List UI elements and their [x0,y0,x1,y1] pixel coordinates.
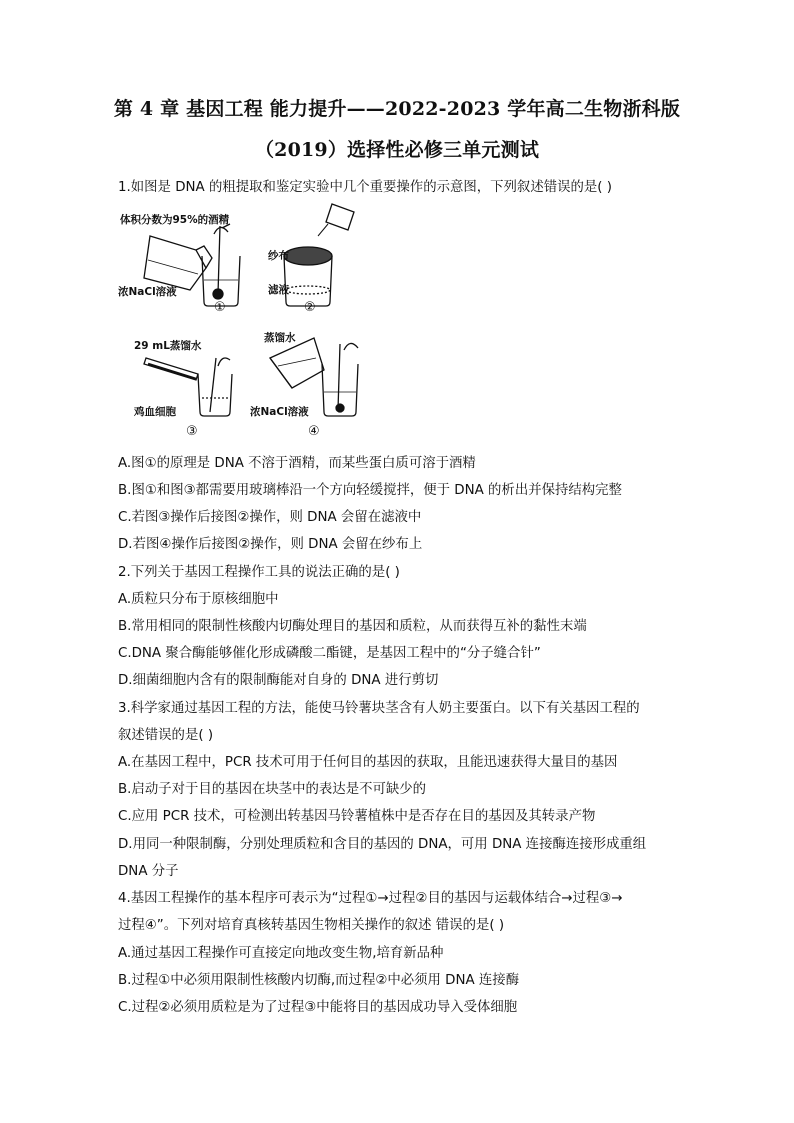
q2-option-b: B.常用相同的限制性核酸内切酶处理目的基因和质粒，从而获得互补的黏性末端 [118,619,587,634]
q3-option-b: B.启动子对于目的基因在块茎中的表达是不可缺少的 [118,782,427,797]
figure-number-1: ① [214,300,226,315]
label-alcohol: 体积分数为95%的酒精 [120,214,230,226]
figure-number-4: ④ [308,424,320,439]
q3-option-d-line-2: DNA 分子 [118,864,179,879]
q3-option-a: A.在基因工程中，PCR 技术可用于任何目的基因的获取，且能迅速获得大量目的基因 [118,755,618,770]
q2-option-a: A.质粒只分布于原核细胞中 [118,592,279,607]
fig4-beaker-icon [322,343,358,416]
label-nacl-4: 浓NaCl溶液 [250,406,309,418]
q2-option-d: D.细菌细胞内含有的限制酶能对自身的 DNA 进行剪切 [118,673,439,688]
figure-number-3: ③ [186,424,198,439]
question-4-stem-line-1: 4.基因工程操作的基本程序可表示为“过程①→过程②目的基因与运载体结合→过程③→ [118,891,623,906]
question-3-stem-line-2: 叙述错误的是( ) [118,728,214,743]
label-nacl-1: 浓NaCl溶液 [118,286,177,298]
label-blood-cells: 鸡血细胞 [134,406,176,418]
q4-option-b: B.过程①中必须用限制性核酸内切酶,而过程②中必须用 DNA 连接酶 [118,973,520,988]
label-gauze: 纱布 [268,250,289,262]
document-title-line-2: （2019）选择性必修三单元测试 [254,139,540,161]
q3-option-c: C.应用 PCR 技术，可检测出转基因马铃薯植株中是否存在目的基因及其转录产物 [118,809,596,824]
fig4-flask-icon [270,338,324,388]
fig2-gauze-beaker-icon [284,247,332,306]
question-2-stem: 2.下列关于基因工程操作工具的说法正确的是( ) [118,565,400,580]
label-water: 蒸馏水 [264,332,296,344]
fig2-cup-pouring-icon [318,204,354,236]
q1-option-b: B.图①和图③都需要用玻璃棒沿一个方向轻缓搅拌，便于 DNA 的析出并保持结构完整 [118,483,622,498]
q3-option-d-line-1: D.用同一种限制酶，分别处理质粒和含目的基因的 DNA，可用 DNA 连接酶连接形成重组 [118,837,647,852]
question-1-stem: 1.如图是 DNA 的粗提取和鉴定实验中几个重要操作的示意图，下列叙述错误的是( ) [118,180,612,195]
fig3-beaker-icon [198,358,232,416]
q2-option-c: C.DNA 聚合酶能够催化形成磷酸二酯键，是基因工程中的“分子缝合针” [118,646,541,661]
label-filtrate: 滤液 [268,284,289,296]
question-3-stem-line-1: 3.科学家通过基因工程的方法，能使马铃薯块茎含有人奶主要蛋白。以下有关基因工程的 [118,701,640,716]
figure-number-2: ② [304,300,316,315]
q1-option-c: C.若图③操作后接图②操作，则 DNA 会留在滤液中 [118,510,422,525]
q4-option-a: A.通过基因工程操作可直接定向地改变生物,培育新品种 [118,946,444,961]
experiment-figure [118,198,378,444]
label-water-29ml: 29 mL蒸馏水 [134,340,202,352]
question-4-stem-line-2: 过程④”。下列对培育真核转基因生物相关操作的叙述 错误的是( ) [118,918,505,933]
q1-option-a: A.图①的原理是 DNA 不溶于酒精，而某些蛋白质可溶于酒精 [118,456,476,471]
q4-option-c: C.过程②必须用质粒是为了过程③中能将目的基因成功导入受体细胞 [118,1000,518,1015]
q1-option-d: D.若图④操作后接图②操作，则 DNA 会留在纱布上 [118,537,423,552]
document-title-line-1: 第 4 章 基因工程 能力提升——2022-2023 学年高二生物浙科版 [113,98,681,120]
fig3-test-tube-icon [144,358,198,380]
